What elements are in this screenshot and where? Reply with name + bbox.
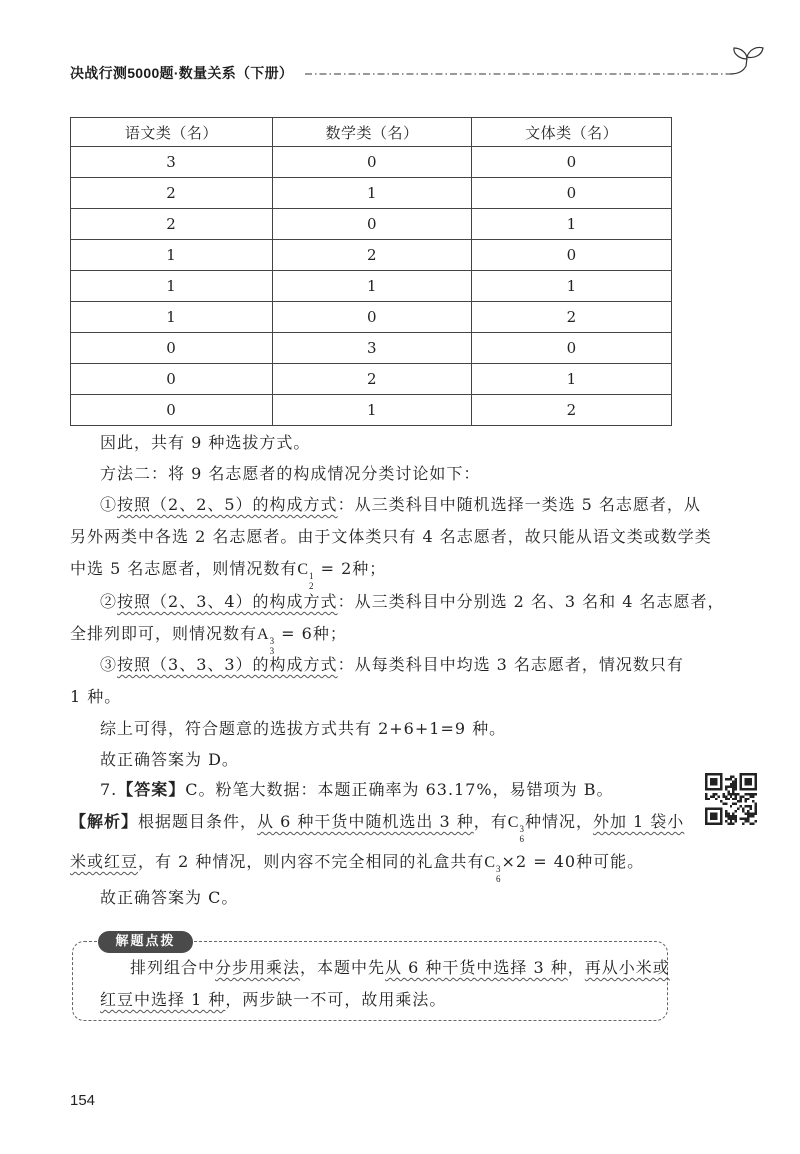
emphasized-text: 按照（2、3、4）的构成方式 <box>117 592 338 611</box>
math-superscript: 3 <box>496 864 501 874</box>
text-run: ：从三类科目中随机选择一类选 5 名志愿者，从 <box>337 495 701 514</box>
body-line <box>100 464 480 484</box>
table-row <box>71 209 672 240</box>
emphasized-text: 再从小米或 <box>584 958 670 977</box>
text-run: 方法二：将 9 名志愿者的构成情况分类讨论如下： <box>100 464 481 483</box>
text-run: 1 种。 <box>70 687 122 706</box>
text-run: ×2 = 40种可能。 <box>501 852 645 871</box>
math-subscript: 6 <box>519 834 524 844</box>
table-cell: 0 <box>272 209 472 240</box>
math-indices <box>309 571 314 591</box>
text-run: 综上可得，符合题意的选拔方式共有 2+6+1=9 种。 <box>100 719 507 738</box>
emphasized-text: 按照（2、2、5）的构成方式 <box>117 495 338 514</box>
body-line <box>70 624 347 656</box>
text-run: 种情况， <box>524 812 593 831</box>
math-expression <box>484 853 501 884</box>
table-cell: 0 <box>472 178 672 209</box>
emphasized-text: 米或红豆 <box>70 852 139 871</box>
body-line <box>100 750 239 770</box>
column-header: 文体类（名） <box>472 118 672 147</box>
table-cell: 2 <box>472 302 672 333</box>
table-header-row <box>71 118 672 147</box>
table-row <box>71 271 672 302</box>
text-run: ：从每类科目中均选 3 名志愿者，情况数只有 <box>337 655 684 674</box>
table-row <box>71 178 672 209</box>
body-line <box>100 433 310 453</box>
table-cell: 2 <box>272 240 472 271</box>
text-run: 排列组合中 <box>130 958 216 977</box>
math-expression <box>257 625 275 656</box>
text-run: ② <box>100 592 118 611</box>
table-row <box>71 302 672 333</box>
math-base: A <box>257 626 269 643</box>
table-row <box>71 395 672 426</box>
math-base: C <box>484 854 496 871</box>
body-line <box>70 527 712 547</box>
text-run: ① <box>100 495 118 514</box>
body-line <box>100 655 684 675</box>
body-line <box>70 559 386 591</box>
emphasized-text: 分步用乘法 <box>215 958 301 977</box>
table-cell: 0 <box>472 333 672 364</box>
math-subscript: 6 <box>496 874 501 884</box>
table-cell: 2 <box>71 209 273 240</box>
table-cell: 1 <box>272 395 472 426</box>
body-line <box>100 592 725 612</box>
distribution-table <box>70 117 672 426</box>
table-cell: 3 <box>71 147 273 178</box>
bold-label: 【解析】 <box>70 812 139 831</box>
math-expression <box>508 813 525 844</box>
math-indices <box>519 824 524 844</box>
table-cell: 1 <box>71 302 273 333</box>
emphasized-text: 红豆中选择 1 种 <box>100 990 226 1009</box>
tip-line <box>130 958 670 978</box>
running-header-title: 决战行测5000题·数量关系（下册） <box>70 65 294 81</box>
body-line <box>100 719 506 739</box>
column-header: 语文类（名） <box>71 118 273 147</box>
text-run: = 6种； <box>275 624 347 643</box>
table-cell: 2 <box>71 178 273 209</box>
body-line <box>100 495 701 515</box>
qr-code-icon <box>705 773 757 825</box>
table-cell: 1 <box>71 271 273 302</box>
table-row <box>71 333 672 364</box>
text-run: ：从三类科目中分别选 2 名、3 名和 4 名志愿者， <box>337 592 725 611</box>
table-cell: 3 <box>272 333 472 364</box>
math-superscript: 3 <box>269 636 275 646</box>
text-run: 故正确答案为 C。 <box>100 888 239 907</box>
math-indices <box>496 864 501 884</box>
text-run: 故正确答案为 D。 <box>100 750 239 769</box>
table-row <box>71 147 672 178</box>
table-cell: 0 <box>472 240 672 271</box>
text-run: 全排列即可，则情况数有 <box>70 624 258 643</box>
tip-line <box>100 990 446 1010</box>
math-base: C <box>507 814 519 831</box>
page-number: 154 <box>70 1092 96 1109</box>
table-cell: 1 <box>272 178 472 209</box>
table-cell: 0 <box>71 364 273 395</box>
math-superscript: 3 <box>519 824 524 834</box>
text-run: ， <box>567 958 585 977</box>
emphasized-text: 从 6 种干货中随机选出 3 种 <box>257 812 474 831</box>
analysis-line <box>70 852 644 884</box>
table-row <box>71 240 672 271</box>
table-cell: 0 <box>71 333 273 364</box>
text-run: 7. <box>100 780 118 799</box>
math-superscript: 1 <box>309 571 314 581</box>
tip-box-label: 解题点拨 <box>98 931 193 953</box>
table-cell: 0 <box>272 302 472 333</box>
math-base: C <box>297 561 309 578</box>
table-cell: 1 <box>472 271 672 302</box>
table-cell: 1 <box>472 209 672 240</box>
analysis-line <box>70 812 684 844</box>
bold-label: 【答案】 <box>117 780 186 799</box>
text-run: 中选 5 名志愿者，则情况数有 <box>70 559 298 578</box>
body-line <box>100 888 238 908</box>
table-cell: 2 <box>472 395 672 426</box>
text-run: = 2种； <box>314 559 387 578</box>
text-run: ③ <box>100 655 118 674</box>
table-cell: 0 <box>71 395 273 426</box>
table-row <box>71 364 672 395</box>
text-run: ，两步缺一不可，故用乘法。 <box>225 990 447 1009</box>
emphasized-text: 按照（3、3、3）的构成方式 <box>117 655 338 674</box>
table-cell: 2 <box>272 364 472 395</box>
text-run: 另外两类中各选 2 名志愿者。由于文体类只有 4 名志愿者，故只能从语文类或数学类 <box>70 527 712 546</box>
table-cell: 0 <box>472 147 672 178</box>
text-run: 因此，共有 9 种选拔方式。 <box>100 433 311 452</box>
math-indices <box>270 636 275 656</box>
table-cell: 1 <box>272 271 472 302</box>
table-cell: 1 <box>472 364 672 395</box>
text-run: C。粉笔大数据：本题正确率为 63.17%，易错项为 B。 <box>185 780 614 799</box>
math-subscript: 3 <box>269 646 275 656</box>
column-header: 数学类（名） <box>272 118 472 147</box>
text-run: ，本题中先 <box>300 958 386 977</box>
text-run: ，有 2 种情况，则内容不完全相同的礼盒共有 <box>138 852 485 871</box>
table-cell: 0 <box>272 147 472 178</box>
emphasized-text: 外加 1 袋小 <box>592 812 685 831</box>
text-run: 根据题目条件， <box>138 812 258 831</box>
table-cell: 1 <box>71 240 273 271</box>
sprout-icon <box>300 44 770 84</box>
emphasized-text: 从 6 种干货中选择 3 种 <box>385 958 568 977</box>
body-line <box>70 687 121 707</box>
math-subscript: 2 <box>309 581 314 591</box>
answer-line <box>100 780 613 800</box>
math-expression <box>297 560 314 591</box>
text-run: ，有 <box>473 812 508 831</box>
